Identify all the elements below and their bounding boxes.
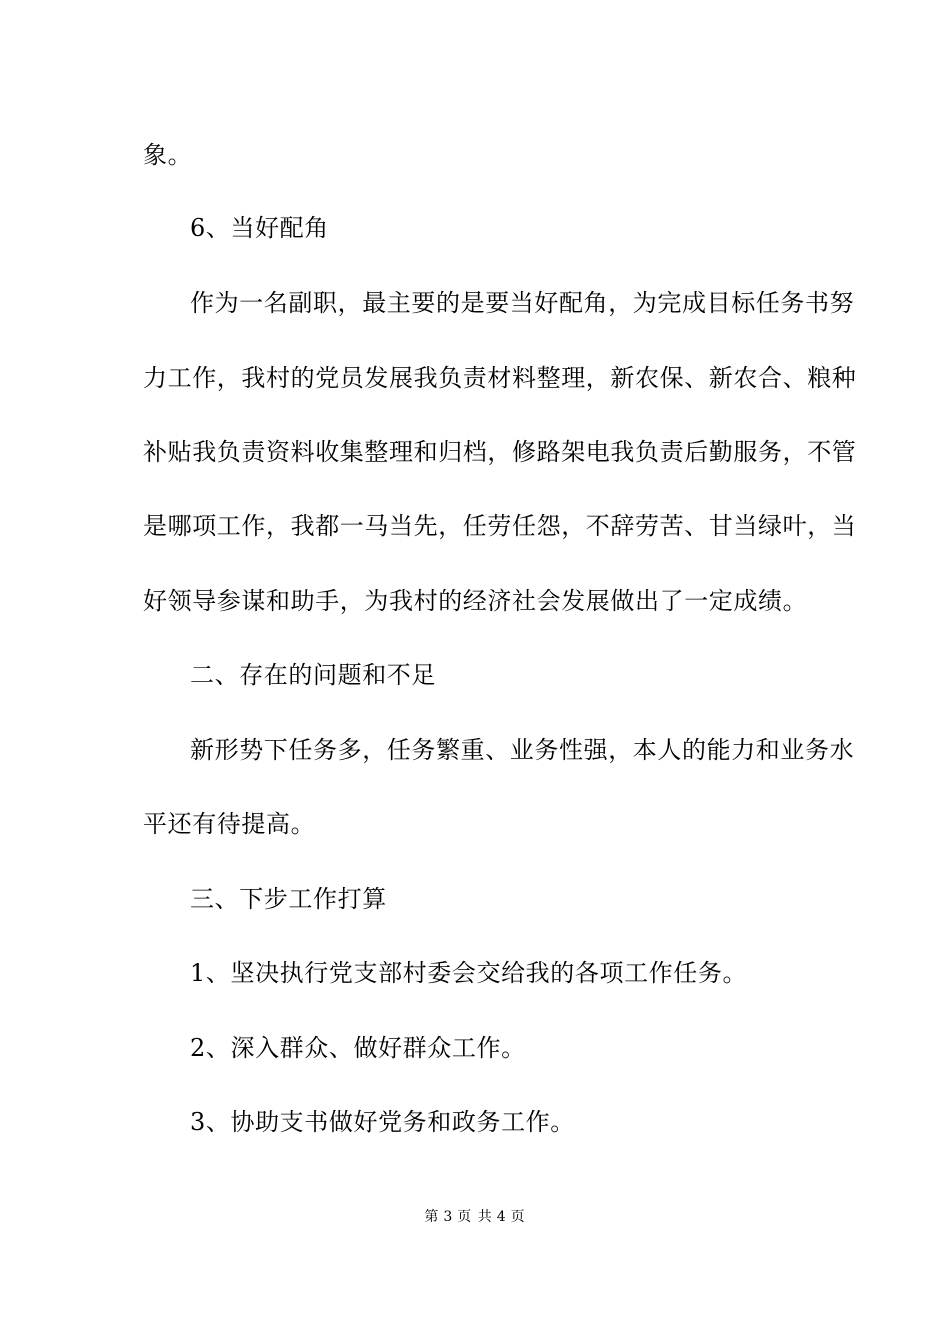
paragraph-6-line-3: 补贴我负责资料收集整理和归档，修路架电我负责后勤服务，不管	[143, 438, 857, 466]
paragraph-problems-line-2: 平还有待提高。	[143, 810, 316, 838]
footer-suffix: 页	[510, 1209, 526, 1225]
paragraph-6-line-1: 作为一名副职，最主要的是要当好配角，为完成目标任务书努	[190, 289, 855, 317]
paragraph-6-line-2: 力工作，我村的党员发展我负责材料整理，新农保、新农合、粮种	[143, 364, 857, 392]
paragraph-problems-line-1: 新形势下任务多，任务繁重、业务性强，本人的能力和业务水	[190, 736, 855, 764]
footer-total-pages: 4	[496, 1209, 507, 1225]
footer-prefix: 第	[424, 1209, 440, 1225]
section-heading-6: 6、当好配角	[190, 214, 329, 242]
body-line-1: 象。	[143, 141, 193, 169]
plan-item-1: 1、坚决执行党支部村委会交给我的各项工作任务。	[190, 959, 748, 987]
footer-current-page: 3	[443, 1209, 454, 1225]
plan-item-2: 2、深入群众、做好群众工作。	[190, 1034, 526, 1062]
section-heading-problems: 二、存在的问题和不足	[190, 661, 436, 689]
footer-mid: 页 共	[457, 1209, 493, 1225]
plan-item-3: 3、协助支书做好党务和政务工作。	[190, 1108, 575, 1136]
paragraph-6-line-5: 好领导参谋和助手，为我村的经济社会发展做出了一定成绩。	[143, 587, 808, 615]
section-heading-plans: 三、下步工作打算	[190, 885, 387, 913]
page-number-footer	[0, 1208, 950, 1226]
paragraph-6-line-4: 是哪项工作，我都一马当先，任劳任怨，不辞劳苦、甘当绿叶，当	[143, 512, 857, 540]
